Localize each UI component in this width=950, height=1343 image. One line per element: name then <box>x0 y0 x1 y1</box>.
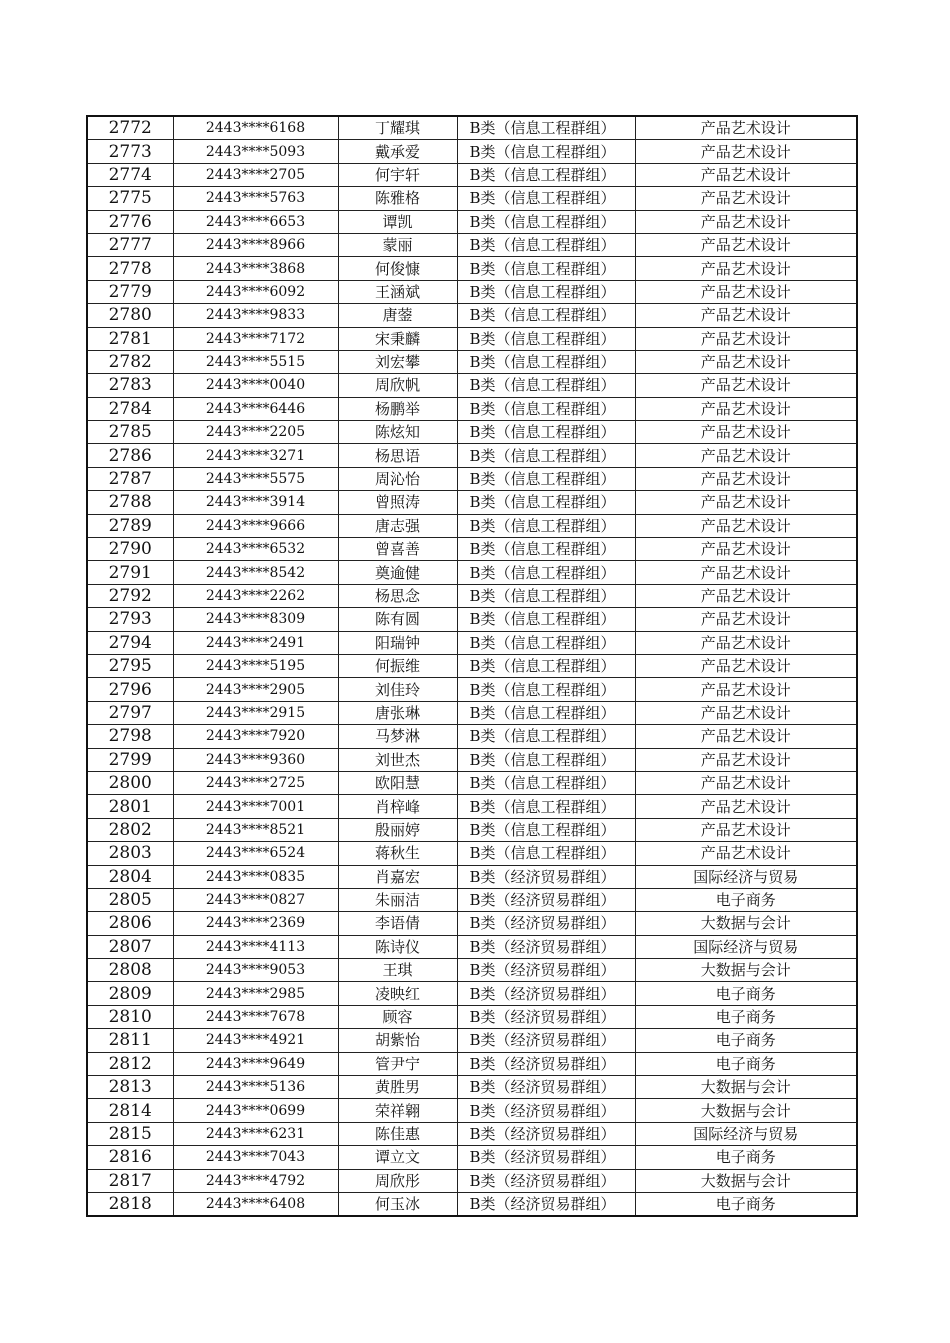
row-number-cell: 2809 <box>87 982 173 1005</box>
candidate-id-cell: 2443****2205 <box>173 421 338 444</box>
major-cell: 电子商务 <box>635 1192 857 1216</box>
table-row <box>87 491 857 514</box>
major-cell: 产品艺术设计 <box>635 795 857 818</box>
major-cell: 电子商务 <box>635 1005 857 1028</box>
candidate-id-cell: 2443****8309 <box>173 608 338 631</box>
row-number-cell: 2806 <box>87 912 173 935</box>
student-name-cell: 蒋秋生 <box>338 842 457 865</box>
admission-category-cell: B类（信息工程群组） <box>457 187 635 210</box>
major-cell: 产品艺术设计 <box>635 257 857 280</box>
row-number-cell: 2784 <box>87 397 173 420</box>
table-row <box>87 350 857 373</box>
table-row <box>87 678 857 701</box>
candidate-id-cell: 2443****6092 <box>173 280 338 303</box>
student-name-cell: 周欣帆 <box>338 374 457 397</box>
candidate-id-cell: 2443****6168 <box>173 116 338 140</box>
candidate-id-cell: 2443****8542 <box>173 561 338 584</box>
candidate-id-cell: 2443****6408 <box>173 1192 338 1216</box>
student-name-cell: 欧阳慧 <box>338 771 457 794</box>
row-number-cell: 2780 <box>87 304 173 327</box>
student-name-cell: 奠逾健 <box>338 561 457 584</box>
major-cell: 产品艺术设计 <box>635 140 857 163</box>
table-row <box>87 631 857 654</box>
student-name-cell: 朱丽洁 <box>338 888 457 911</box>
candidate-id-cell: 2443****4792 <box>173 1169 338 1192</box>
admission-category-cell: B类（信息工程群组） <box>457 748 635 771</box>
table-row <box>87 374 857 397</box>
admission-category-cell: B类（信息工程群组） <box>457 304 635 327</box>
student-name-cell: 刘世杰 <box>338 748 457 771</box>
admission-category-cell: B类（经济贸易群组） <box>457 1076 635 1099</box>
table-row <box>87 538 857 561</box>
student-name-cell: 杨思念 <box>338 584 457 607</box>
table-row <box>87 888 857 911</box>
admission-category-cell: B类（信息工程群组） <box>457 397 635 420</box>
candidate-id-cell: 2443****2915 <box>173 701 338 724</box>
table-row <box>87 421 857 444</box>
major-cell: 产品艺术设计 <box>635 444 857 467</box>
admission-list-table <box>86 115 858 1217</box>
student-name-cell: 刘宏攀 <box>338 350 457 373</box>
major-cell: 电子商务 <box>635 1146 857 1169</box>
table-row <box>87 1029 857 1052</box>
row-number-cell: 2804 <box>87 865 173 888</box>
major-cell: 产品艺术设计 <box>635 210 857 233</box>
major-cell: 电子商务 <box>635 1029 857 1052</box>
student-name-cell: 何振维 <box>338 654 457 677</box>
admission-category-cell: B类（信息工程群组） <box>457 678 635 701</box>
table-row <box>87 257 857 280</box>
candidate-id-cell: 2443****2369 <box>173 912 338 935</box>
major-cell: 产品艺术设计 <box>635 350 857 373</box>
admission-category-cell: B类（信息工程群组） <box>457 654 635 677</box>
table-row <box>87 304 857 327</box>
row-number-cell: 2815 <box>87 1122 173 1145</box>
row-number-cell: 2788 <box>87 491 173 514</box>
student-name-cell: 谭立文 <box>338 1146 457 1169</box>
candidate-id-cell: 2443****6653 <box>173 210 338 233</box>
row-number-cell: 2803 <box>87 842 173 865</box>
major-cell: 产品艺术设计 <box>635 818 857 841</box>
candidate-id-cell: 2443****9053 <box>173 959 338 982</box>
row-number-cell: 2774 <box>87 163 173 186</box>
admission-category-cell: B类（信息工程群组） <box>457 795 635 818</box>
row-number-cell: 2808 <box>87 959 173 982</box>
student-name-cell: 肖嘉宏 <box>338 865 457 888</box>
student-name-cell: 蒙丽 <box>338 233 457 256</box>
admission-category-cell: B类（经济贸易群组） <box>457 1169 635 1192</box>
student-name-cell: 凌映红 <box>338 982 457 1005</box>
admission-category-cell: B类（信息工程群组） <box>457 116 635 140</box>
student-name-cell: 陈有圆 <box>338 608 457 631</box>
major-cell: 产品艺术设计 <box>635 561 857 584</box>
student-name-cell: 戴承爱 <box>338 140 457 163</box>
candidate-id-cell: 2443****0827 <box>173 888 338 911</box>
major-cell: 产品艺术设计 <box>635 467 857 490</box>
candidate-id-cell: 2443****5136 <box>173 1076 338 1099</box>
admission-category-cell: B类（信息工程群组） <box>457 818 635 841</box>
admission-category-cell: B类（信息工程群组） <box>457 514 635 537</box>
admission-category-cell: B类（经济贸易群组） <box>457 912 635 935</box>
candidate-id-cell: 2443****0040 <box>173 374 338 397</box>
candidate-id-cell: 2443****2985 <box>173 982 338 1005</box>
table-row <box>87 748 857 771</box>
row-number-cell: 2812 <box>87 1052 173 1075</box>
row-number-cell: 2772 <box>87 116 173 140</box>
table-row <box>87 1099 857 1122</box>
major-cell: 产品艺术设计 <box>635 280 857 303</box>
admission-category-cell: B类（经济贸易群组） <box>457 1005 635 1028</box>
student-name-cell: 陈佳惠 <box>338 1122 457 1145</box>
candidate-id-cell: 2443****5093 <box>173 140 338 163</box>
student-name-cell: 阳瑞钟 <box>338 631 457 654</box>
candidate-id-cell: 2443****6532 <box>173 538 338 561</box>
major-cell: 大数据与会计 <box>635 1099 857 1122</box>
admission-category-cell: B类（信息工程群组） <box>457 140 635 163</box>
candidate-id-cell: 2443****7043 <box>173 1146 338 1169</box>
student-name-cell: 谭凯 <box>338 210 457 233</box>
row-number-cell: 2781 <box>87 327 173 350</box>
admission-category-cell: B类（信息工程群组） <box>457 538 635 561</box>
major-cell: 产品艺术设计 <box>635 327 857 350</box>
row-number-cell: 2786 <box>87 444 173 467</box>
student-name-cell: 胡紫怡 <box>338 1029 457 1052</box>
table-row <box>87 140 857 163</box>
candidate-id-cell: 2443****5195 <box>173 654 338 677</box>
row-number-cell: 2818 <box>87 1192 173 1216</box>
admission-category-cell: B类（经济贸易群组） <box>457 1052 635 1075</box>
table-row <box>87 701 857 724</box>
student-name-cell: 管尹宁 <box>338 1052 457 1075</box>
candidate-id-cell: 2443****7001 <box>173 795 338 818</box>
row-number-cell: 2810 <box>87 1005 173 1028</box>
row-number-cell: 2799 <box>87 748 173 771</box>
major-cell: 产品艺术设计 <box>635 187 857 210</box>
student-name-cell: 唐志强 <box>338 514 457 537</box>
admission-category-cell: B类（信息工程群组） <box>457 210 635 233</box>
student-name-cell: 丁耀琪 <box>338 116 457 140</box>
table-row <box>87 1192 857 1216</box>
admission-category-cell: B类（信息工程群组） <box>457 163 635 186</box>
admission-category-cell: B类（信息工程群组） <box>457 327 635 350</box>
major-cell: 产品艺术设计 <box>635 514 857 537</box>
admission-category-cell: B类（经济贸易群组） <box>457 1192 635 1216</box>
table-row <box>87 1122 857 1145</box>
student-name-cell: 周欣彤 <box>338 1169 457 1192</box>
student-name-cell: 刘佳玲 <box>338 678 457 701</box>
table-row <box>87 795 857 818</box>
row-number-cell: 2794 <box>87 631 173 654</box>
table-row <box>87 561 857 584</box>
table-row <box>87 280 857 303</box>
table-row <box>87 1052 857 1075</box>
admission-category-cell: B类（经济贸易群组） <box>457 982 635 1005</box>
candidate-id-cell: 2443****3868 <box>173 257 338 280</box>
admission-category-cell: B类（信息工程群组） <box>457 631 635 654</box>
table-row <box>87 584 857 607</box>
table-row <box>87 210 857 233</box>
candidate-id-cell: 2443****7172 <box>173 327 338 350</box>
student-name-cell: 马梦淋 <box>338 725 457 748</box>
student-name-cell: 曾喜善 <box>338 538 457 561</box>
table-row <box>87 982 857 1005</box>
candidate-id-cell: 2443****2725 <box>173 771 338 794</box>
major-cell: 产品艺术设计 <box>635 163 857 186</box>
table-row <box>87 771 857 794</box>
student-name-cell: 杨思语 <box>338 444 457 467</box>
admission-category-cell: B类（信息工程群组） <box>457 491 635 514</box>
candidate-id-cell: 2443****7678 <box>173 1005 338 1028</box>
row-number-cell: 2783 <box>87 374 173 397</box>
table-row <box>87 959 857 982</box>
major-cell: 国际经济与贸易 <box>635 865 857 888</box>
major-cell: 产品艺术设计 <box>635 678 857 701</box>
major-cell: 产品艺术设计 <box>635 748 857 771</box>
major-cell: 产品艺术设计 <box>635 374 857 397</box>
major-cell: 产品艺术设计 <box>635 608 857 631</box>
admission-category-cell: B类（信息工程群组） <box>457 561 635 584</box>
student-name-cell: 陈炫知 <box>338 421 457 444</box>
admission-category-cell: B类（信息工程群组） <box>457 467 635 490</box>
admission-category-cell: B类（经济贸易群组） <box>457 935 635 958</box>
admission-category-cell: B类（经济贸易群组） <box>457 865 635 888</box>
major-cell: 产品艺术设计 <box>635 701 857 724</box>
student-name-cell: 肖梓峰 <box>338 795 457 818</box>
admission-category-cell: B类（信息工程群组） <box>457 725 635 748</box>
table-row <box>87 1169 857 1192</box>
candidate-id-cell: 2443****5763 <box>173 187 338 210</box>
table-row <box>87 725 857 748</box>
admission-category-cell: B类（信息工程群组） <box>457 608 635 631</box>
table-row <box>87 467 857 490</box>
major-cell: 产品艺术设计 <box>635 842 857 865</box>
row-number-cell: 2779 <box>87 280 173 303</box>
row-number-cell: 2817 <box>87 1169 173 1192</box>
row-number-cell: 2787 <box>87 467 173 490</box>
row-number-cell: 2811 <box>87 1029 173 1052</box>
table-row <box>87 116 857 140</box>
admission-category-cell: B类（信息工程群组） <box>457 421 635 444</box>
row-number-cell: 2785 <box>87 421 173 444</box>
major-cell: 产品艺术设计 <box>635 304 857 327</box>
table-row <box>87 654 857 677</box>
candidate-id-cell: 2443****3271 <box>173 444 338 467</box>
candidate-id-cell: 2443****2705 <box>173 163 338 186</box>
table-body <box>87 116 857 1216</box>
student-name-cell: 杨鹏举 <box>338 397 457 420</box>
candidate-id-cell: 2443****3914 <box>173 491 338 514</box>
admission-category-cell: B类（信息工程群组） <box>457 584 635 607</box>
candidate-id-cell: 2443****8966 <box>173 233 338 256</box>
student-name-cell: 何宇轩 <box>338 163 457 186</box>
candidate-id-cell: 2443****9833 <box>173 304 338 327</box>
major-cell: 产品艺术设计 <box>635 233 857 256</box>
major-cell: 产品艺术设计 <box>635 631 857 654</box>
candidate-id-cell: 2443****6231 <box>173 1122 338 1145</box>
major-cell: 电子商务 <box>635 1052 857 1075</box>
row-number-cell: 2801 <box>87 795 173 818</box>
admission-category-cell: B类（经济贸易群组） <box>457 1099 635 1122</box>
student-name-cell: 殷丽婷 <box>338 818 457 841</box>
table-row <box>87 1146 857 1169</box>
major-cell: 产品艺术设计 <box>635 771 857 794</box>
row-number-cell: 2777 <box>87 233 173 256</box>
admission-category-cell: B类（经济贸易群组） <box>457 959 635 982</box>
admission-category-cell: B类（信息工程群组） <box>457 444 635 467</box>
admission-category-cell: B类（信息工程群组） <box>457 233 635 256</box>
admission-category-cell: B类（信息工程群组） <box>457 257 635 280</box>
admission-category-cell: B类（信息工程群组） <box>457 374 635 397</box>
student-name-cell: 李语倩 <box>338 912 457 935</box>
major-cell: 产品艺术设计 <box>635 654 857 677</box>
candidate-id-cell: 2443****4113 <box>173 935 338 958</box>
row-number-cell: 2813 <box>87 1076 173 1099</box>
table-row <box>87 912 857 935</box>
table-row <box>87 842 857 865</box>
admission-category-cell: B类（经济贸易群组） <box>457 888 635 911</box>
candidate-id-cell: 2443****0699 <box>173 1099 338 1122</box>
candidate-id-cell: 2443****6524 <box>173 842 338 865</box>
major-cell: 产品艺术设计 <box>635 491 857 514</box>
row-number-cell: 2797 <box>87 701 173 724</box>
row-number-cell: 2782 <box>87 350 173 373</box>
major-cell: 大数据与会计 <box>635 1076 857 1099</box>
student-name-cell: 唐蓥 <box>338 304 457 327</box>
candidate-id-cell: 2443****9360 <box>173 748 338 771</box>
student-name-cell: 荣祥翱 <box>338 1099 457 1122</box>
table-row <box>87 1076 857 1099</box>
row-number-cell: 2800 <box>87 771 173 794</box>
table-row <box>87 1005 857 1028</box>
row-number-cell: 2814 <box>87 1099 173 1122</box>
major-cell: 大数据与会计 <box>635 959 857 982</box>
candidate-id-cell: 2443****2491 <box>173 631 338 654</box>
table-row <box>87 935 857 958</box>
major-cell: 国际经济与贸易 <box>635 1122 857 1145</box>
candidate-id-cell: 2443****8521 <box>173 818 338 841</box>
major-cell: 电子商务 <box>635 982 857 1005</box>
student-name-cell: 周沁怡 <box>338 467 457 490</box>
row-number-cell: 2790 <box>87 538 173 561</box>
row-number-cell: 2796 <box>87 678 173 701</box>
row-number-cell: 2775 <box>87 187 173 210</box>
admission-category-cell: B类（经济贸易群组） <box>457 1122 635 1145</box>
row-number-cell: 2802 <box>87 818 173 841</box>
table-row <box>87 444 857 467</box>
admission-category-cell: B类（经济贸易群组） <box>457 1029 635 1052</box>
table-row <box>87 397 857 420</box>
table-row <box>87 187 857 210</box>
major-cell: 大数据与会计 <box>635 1169 857 1192</box>
student-name-cell: 顾容 <box>338 1005 457 1028</box>
table-row <box>87 327 857 350</box>
row-number-cell: 2789 <box>87 514 173 537</box>
candidate-id-cell: 2443****2905 <box>173 678 338 701</box>
row-number-cell: 2793 <box>87 608 173 631</box>
major-cell: 产品艺术设计 <box>635 397 857 420</box>
admission-category-cell: B类（信息工程群组） <box>457 350 635 373</box>
row-number-cell: 2805 <box>87 888 173 911</box>
student-name-cell: 王琪 <box>338 959 457 982</box>
candidate-id-cell: 2443****7920 <box>173 725 338 748</box>
major-cell: 电子商务 <box>635 888 857 911</box>
table-row <box>87 233 857 256</box>
candidate-id-cell: 2443****5575 <box>173 467 338 490</box>
major-cell: 产品艺术设计 <box>635 116 857 140</box>
row-number-cell: 2807 <box>87 935 173 958</box>
table-row <box>87 163 857 186</box>
row-number-cell: 2776 <box>87 210 173 233</box>
candidate-id-cell: 2443****4921 <box>173 1029 338 1052</box>
row-number-cell: 2792 <box>87 584 173 607</box>
candidate-id-cell: 2443****2262 <box>173 584 338 607</box>
student-name-cell: 唐张琳 <box>338 701 457 724</box>
admission-category-cell: B类（信息工程群组） <box>457 701 635 724</box>
table-row <box>87 514 857 537</box>
admission-category-cell: B类（信息工程群组） <box>457 280 635 303</box>
candidate-id-cell: 2443****5515 <box>173 350 338 373</box>
candidate-id-cell: 2443****9649 <box>173 1052 338 1075</box>
admission-category-cell: B类（信息工程群组） <box>457 842 635 865</box>
student-name-cell: 王涵斌 <box>338 280 457 303</box>
row-number-cell: 2791 <box>87 561 173 584</box>
major-cell: 产品艺术设计 <box>635 421 857 444</box>
row-number-cell: 2773 <box>87 140 173 163</box>
admission-category-cell: B类（经济贸易群组） <box>457 1146 635 1169</box>
admission-category-cell: B类（信息工程群组） <box>457 771 635 794</box>
candidate-id-cell: 2443****9666 <box>173 514 338 537</box>
row-number-cell: 2795 <box>87 654 173 677</box>
major-cell: 产品艺术设计 <box>635 725 857 748</box>
student-name-cell: 黄胜男 <box>338 1076 457 1099</box>
student-name-cell: 曾照涛 <box>338 491 457 514</box>
major-cell: 国际经济与贸易 <box>635 935 857 958</box>
table-row <box>87 818 857 841</box>
student-name-cell: 何俊慷 <box>338 257 457 280</box>
candidate-id-cell: 2443****0835 <box>173 865 338 888</box>
major-cell: 产品艺术设计 <box>635 538 857 561</box>
row-number-cell: 2798 <box>87 725 173 748</box>
candidate-id-cell: 2443****6446 <box>173 397 338 420</box>
student-name-cell: 陈诗仪 <box>338 935 457 958</box>
student-name-cell: 何玉冰 <box>338 1192 457 1216</box>
row-number-cell: 2778 <box>87 257 173 280</box>
major-cell: 大数据与会计 <box>635 912 857 935</box>
table-row <box>87 608 857 631</box>
major-cell: 产品艺术设计 <box>635 584 857 607</box>
table-row <box>87 865 857 888</box>
row-number-cell: 2816 <box>87 1146 173 1169</box>
student-name-cell: 宋秉麟 <box>338 327 457 350</box>
student-name-cell: 陈雅格 <box>338 187 457 210</box>
